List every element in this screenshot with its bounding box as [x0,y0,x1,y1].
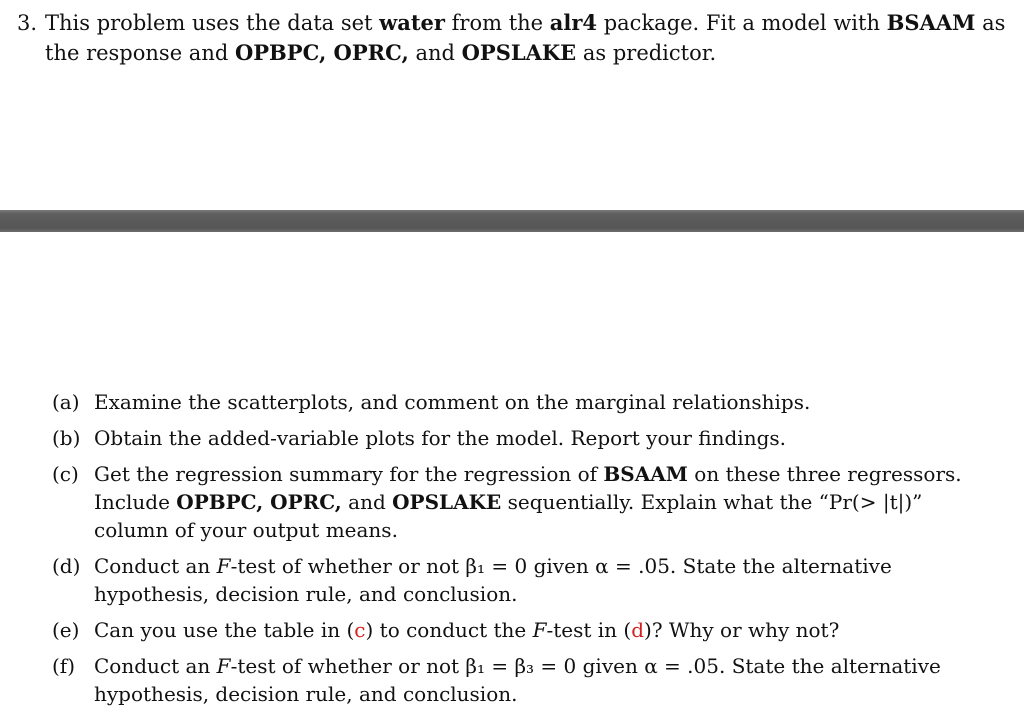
problem-number: 3. [17,11,38,35]
part-text: Obtain the added-variable plots for the model. Report your findings. [94,426,787,450]
part-label: (c) [52,462,79,486]
part-b [52,424,1002,452]
predictor-variable-3: OPSLAKE [461,40,577,65]
part-label: (d) [52,554,81,578]
part-label: (a) [52,390,80,414]
reference-link-c[interactable]: c [354,618,366,642]
part-a [52,388,1002,416]
problem-statement [17,8,1007,68]
problem-line-1: 3. This problem uses the data set water from the alr4 package. Fit a model with BSAAM as [17,8,1007,38]
part-d [52,552,1002,608]
question-parts [52,388,1002,716]
part-text: Can you use the table in (c) to conduct the F-test in (d)? Why or why not? [94,618,840,642]
part-text: Examine the scatterplots, and comment on the marginal relationships. [94,390,811,414]
part-e [52,616,1002,644]
part-text: Get the regression summary for the regression of BSAAM on these three regressors. Include OPBPC, OPRC, and OPSLAKE sequentially. Explain what the “Pr(> |t|)” column of your output means. [94,462,962,542]
dataset-name: water [379,10,445,35]
part-text: Conduct an F-test of whether or not β₁ = 0 given α = .05. State the alternative hypothesis, decision rule, and conclusion. [94,554,892,606]
part-text: Conduct an F-test of whether or not β₁ = β₃ = 0 given α = .05. State the alternative hypothesis, decision rule, and conclusion. [94,654,941,706]
problem-line-2: the response and OPBPC, OPRC, and OPSLAKE as predictor. [45,40,717,65]
predictor-variables: OPBPC, OPRC, [234,40,409,65]
reference-link-d[interactable]: d [631,618,645,642]
part-c [52,460,1002,544]
part-label: (f) [52,654,76,678]
package-name: alr4 [549,10,598,35]
response-variable: BSAAM [886,10,976,35]
page-divider-bar [0,210,1024,232]
part-label: (e) [52,618,80,642]
part-label: (b) [52,426,81,450]
part-f [52,652,1002,708]
